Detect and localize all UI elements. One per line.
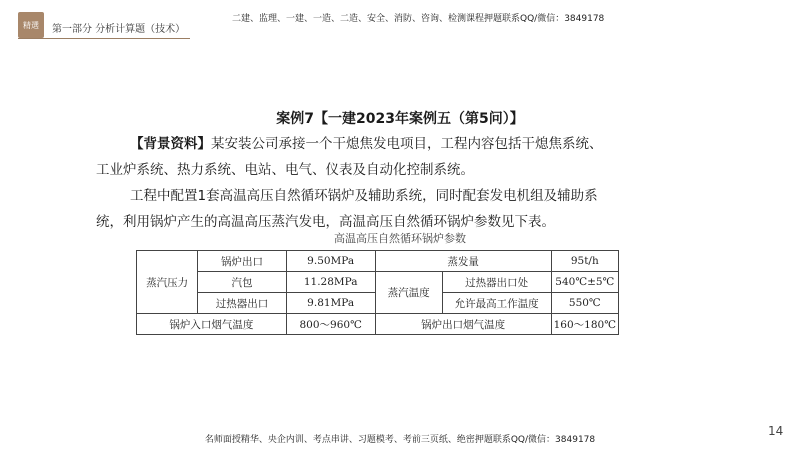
boiler-parameter-table (136, 250, 619, 335)
background-label: 【背景资料】 (130, 136, 211, 152)
steam-temp-label: 蒸汽温度 (375, 272, 442, 314)
section-title: 第一部分 分析计算题（技术） (52, 24, 186, 35)
background-paragraph (96, 131, 696, 183)
table-row (137, 272, 619, 293)
header-divider (18, 38, 190, 39)
background-line-2: 工业炉系统、热力系统、电站、电气、仪表及自动化控制系统。 (96, 162, 474, 178)
table-row (137, 251, 619, 272)
boiler-outlet-value: 9.50MPa (286, 251, 375, 272)
brand-logo: 精選 (18, 12, 44, 38)
superheater-exit-value: 540℃±5℃ (551, 272, 618, 293)
project-paragraph (96, 183, 696, 235)
inlet-gas-label: 锅炉入口烟气温度 (137, 314, 287, 335)
project-line-1: 工程中配置1套高温高压自然循环锅炉及辅助系统，同时配套发电机组及辅助系 (130, 188, 598, 204)
superheater-outlet-value: 9.81MPa (286, 293, 375, 314)
page-number: 14 (768, 424, 784, 438)
superheater-outlet-label: 过热器出口 (198, 293, 286, 314)
drum-label: 汽包 (198, 272, 286, 293)
outlet-gas-value: 160～180℃ (551, 314, 618, 335)
superheater-exit-label: 过热器出口处 (442, 272, 551, 293)
evaporation-label: 蒸发量 (375, 251, 551, 272)
table-row (137, 314, 619, 335)
steam-pressure-label: 蒸汽压力 (137, 251, 198, 314)
footer-contact-notice: 名师面授精华、央企内训、考点串讲、习题模考、考前三页纸、绝密押题联系QQ/微信：3849178 (204, 435, 596, 445)
table-caption: 高温高压自然循环锅炉参数 (334, 232, 466, 245)
boiler-outlet-label: 锅炉出口 (198, 251, 286, 272)
case-title: 案例7【一建2023年案例五（第5问）】 (276, 111, 524, 127)
drum-value: 11.28MPa (286, 272, 375, 293)
inlet-gas-value: 800～960℃ (286, 314, 375, 335)
evaporation-value: 95t/h (551, 251, 618, 272)
max-temp-label: 允许最高工作温度 (442, 293, 551, 314)
outlet-gas-label: 锅炉出口烟气温度 (375, 314, 551, 335)
project-line-2: 统，利用锅炉产生的高温高压蒸汽发电，高温高压自然循环锅炉参数见下表。 (96, 214, 555, 230)
background-text-1: 某安装公司承接一个干熄焦发电项目，工程内容包括干熄焦系统、 (211, 136, 603, 152)
background-line-1 (96, 131, 696, 157)
max-temp-value: 550℃ (551, 293, 618, 314)
top-contact-notice: 二建、监理、一建、一造、二造、安全、消防、咨询、检测课程押题联系QQ/微信：3849178 (232, 14, 605, 24)
